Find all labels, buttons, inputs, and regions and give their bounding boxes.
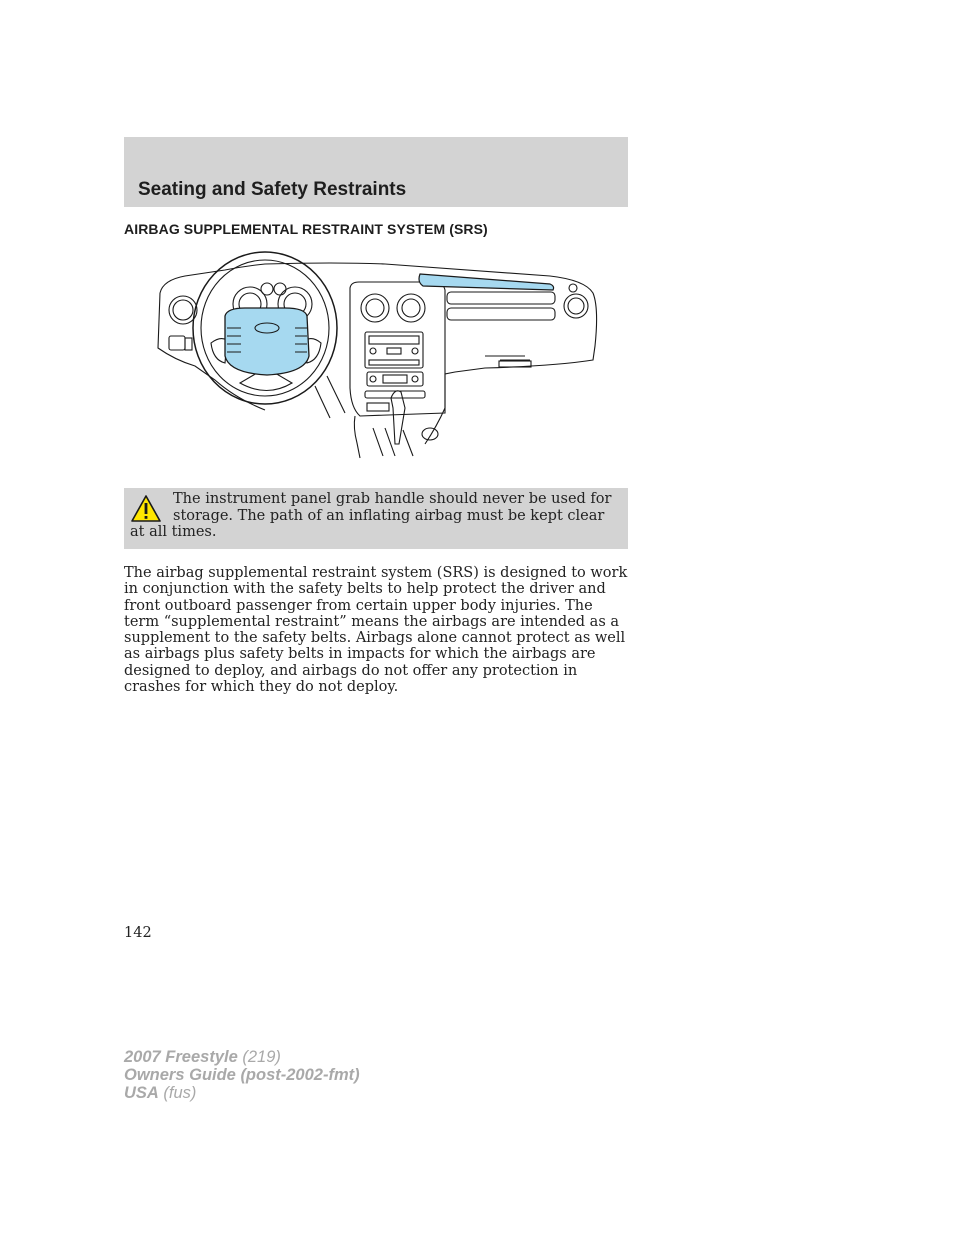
section-title: Seating and Safety Restraints: [138, 179, 407, 200]
warning-text: The instrument panel grab handle should never be used for storage. The path of an inflating airbag must be kept clear at all times.: [130, 491, 612, 540]
footer-line-1: [124, 1048, 360, 1066]
warning-box: [124, 488, 628, 549]
dashboard-airbag-illustration: [155, 248, 605, 463]
footer-model-code: (219): [237, 1048, 281, 1066]
footer-line-2: [124, 1066, 360, 1084]
footer-model: 2007 Freestyle: [124, 1048, 238, 1066]
body-paragraph: The airbag supplemental restraint system (SRS) is designed to work in conjunction with the safety belts to help protect the driver and front outboard passenger from certain upper body injuries. The term “supplemental restraint” means the airbags are intended as a supplement to the safety belts. Airbags alone cannot protect as well as airbags plus safety belts in impacts for which the airbags are designed to deploy, and airbags do not offer any protection in crashes for which they do not deploy.: [124, 565, 628, 696]
footer-line-3: [124, 1084, 360, 1102]
footer-market-code: (fus): [158, 1084, 197, 1102]
page-number: 142: [124, 925, 152, 941]
subheading: AIRBAG SUPPLEMENTAL RESTRAINT SYSTEM (SRS): [124, 221, 488, 237]
document-footer: [124, 1048, 360, 1102]
section-header-band: [124, 137, 628, 207]
footer-market: USA: [124, 1084, 159, 1102]
footer-guide: Owners Guide (post-2002-fmt): [124, 1066, 360, 1084]
